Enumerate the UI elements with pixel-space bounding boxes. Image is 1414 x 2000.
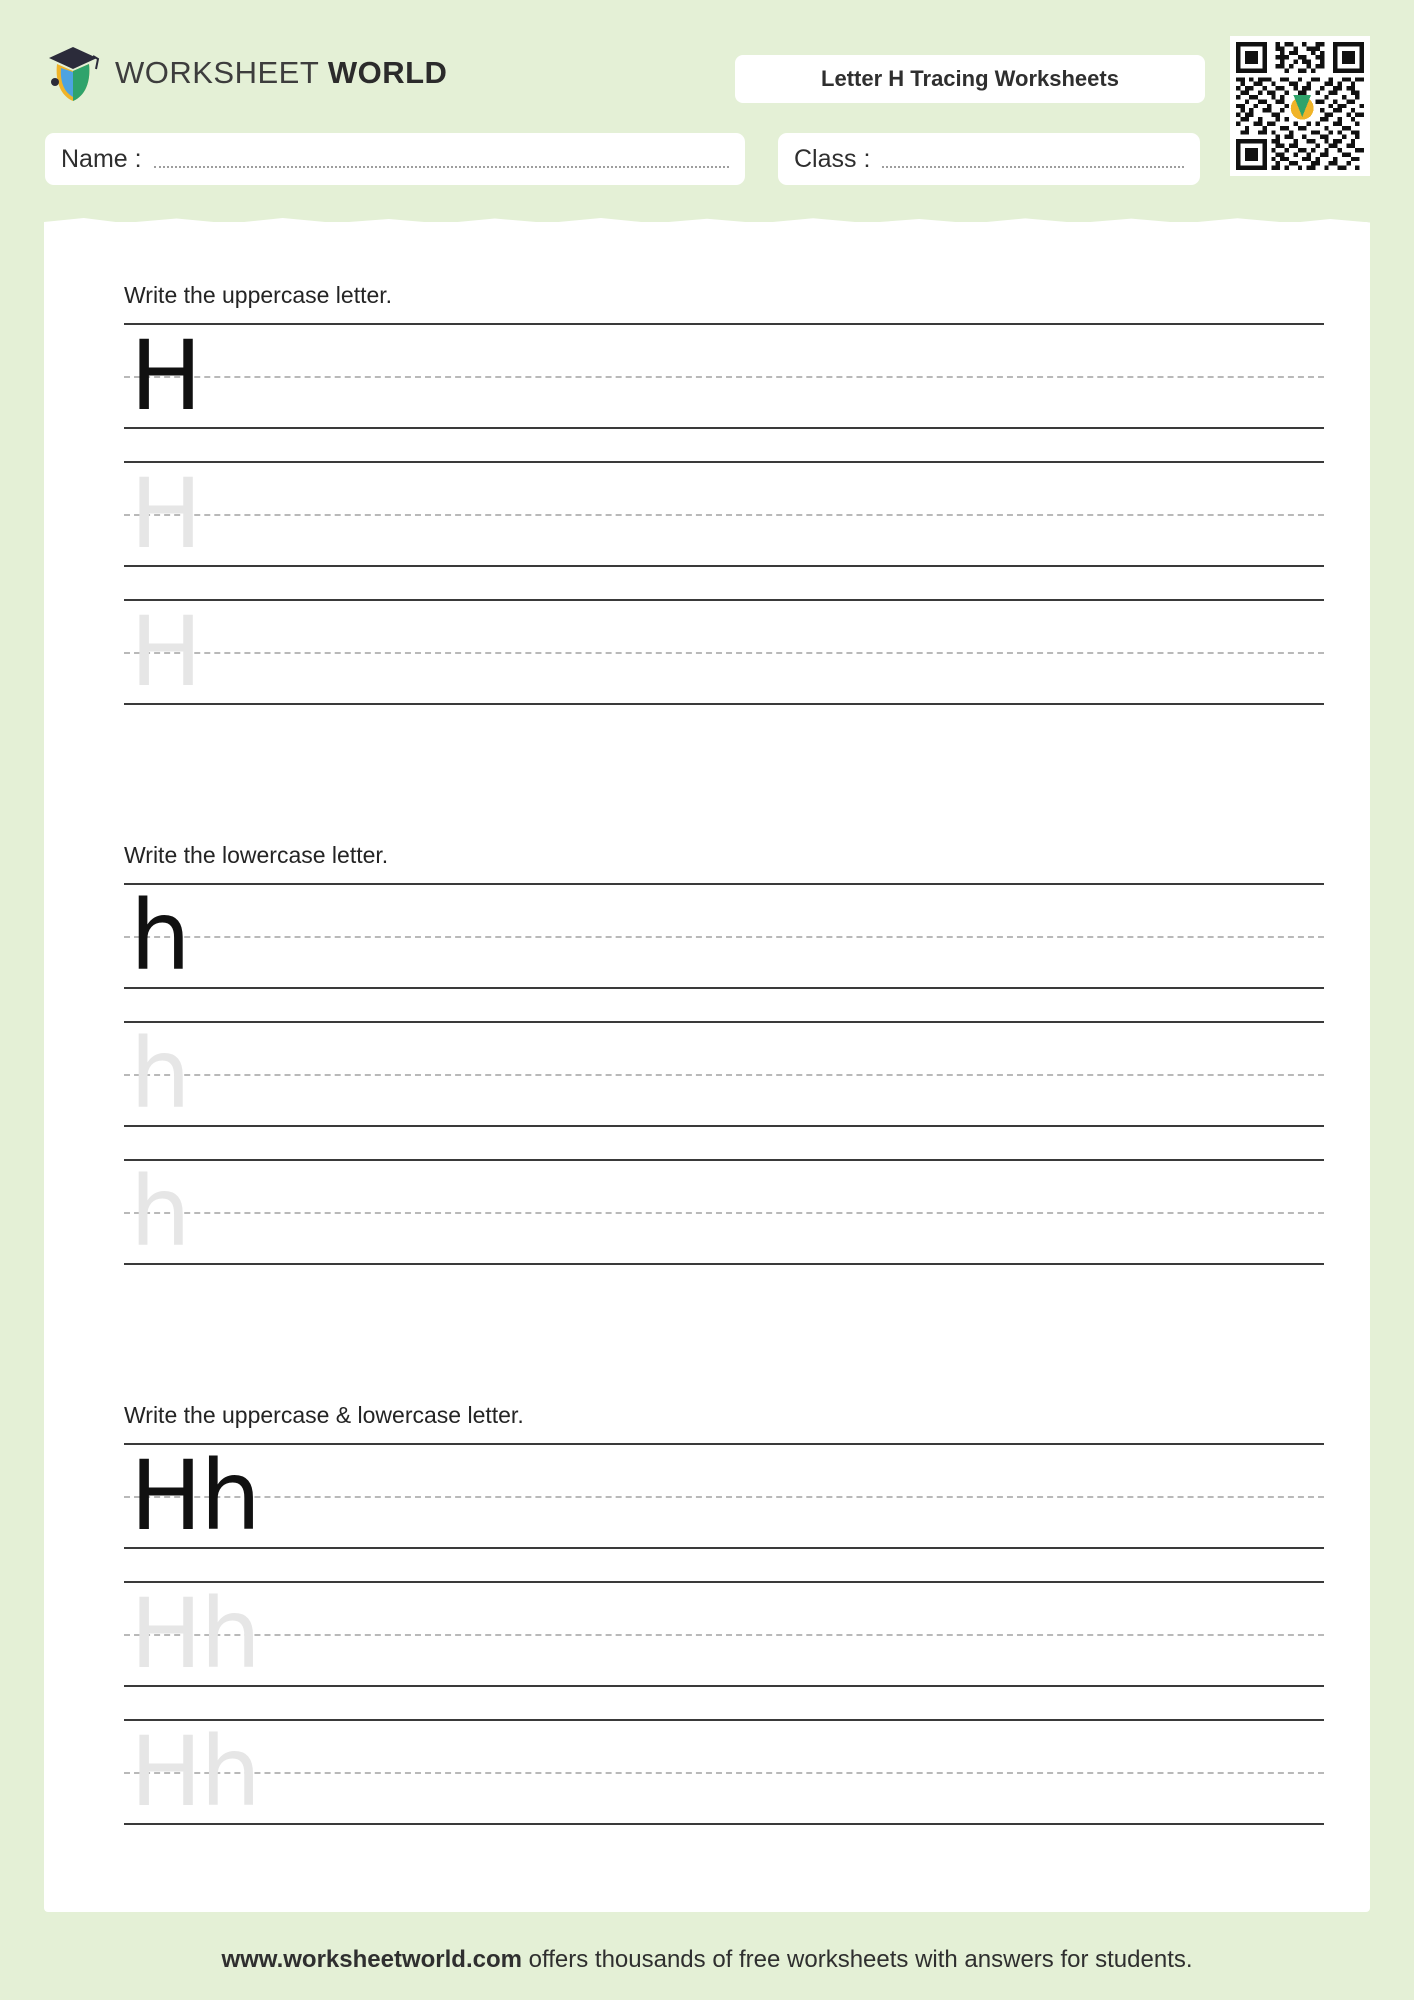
name-input[interactable] bbox=[154, 165, 729, 168]
section-uppercase bbox=[44, 282, 1370, 737]
practice-line[interactable] bbox=[124, 1018, 1324, 1130]
name-field[interactable] bbox=[45, 133, 745, 185]
letter-glyph-trace: Hh bbox=[130, 1716, 260, 1828]
instruction-uppercase: Write the uppercase letter. bbox=[124, 282, 393, 308]
letter-glyph-trace: H bbox=[130, 596, 201, 708]
practice-line[interactable] bbox=[124, 596, 1324, 708]
footer-site-link[interactable]: www.worksheetworld.com bbox=[221, 1946, 522, 1973]
midline bbox=[124, 1772, 1324, 1774]
practice-lines-lowercase bbox=[124, 880, 1324, 1268]
midline bbox=[124, 936, 1324, 938]
letter-glyph: h bbox=[130, 880, 189, 992]
brand-text bbox=[115, 55, 447, 91]
midline bbox=[124, 514, 1324, 516]
letter-glyph-trace: Hh bbox=[130, 1578, 260, 1690]
page-title: Letter H Tracing Worksheets bbox=[735, 55, 1205, 103]
midline bbox=[124, 652, 1324, 654]
section-uppercase-lowercase bbox=[44, 1402, 1370, 1857]
instruction-lowercase: Write the lowercase letter. bbox=[124, 842, 389, 868]
brand bbox=[45, 42, 447, 104]
letter-glyph: H bbox=[130, 320, 201, 432]
practice-line[interactable] bbox=[124, 1156, 1324, 1268]
brand-text-bold: WORLD bbox=[327, 55, 448, 90]
letter-glyph: Hh bbox=[130, 1440, 260, 1552]
midline bbox=[124, 376, 1324, 378]
class-input[interactable] bbox=[882, 165, 1184, 168]
worksheet-world-logo-icon bbox=[45, 42, 101, 104]
midline bbox=[124, 1496, 1324, 1498]
practice-line[interactable] bbox=[124, 1716, 1324, 1828]
practice-line[interactable] bbox=[124, 1440, 1324, 1552]
instruction-uppercase-lowercase: Write the uppercase & lowercase letter. bbox=[124, 1402, 524, 1428]
midline bbox=[124, 1074, 1324, 1076]
brand-text-light: WORKSHEET bbox=[115, 55, 319, 90]
qr-code-icon[interactable] bbox=[1230, 36, 1370, 176]
section-lowercase bbox=[44, 842, 1370, 1297]
page-header bbox=[0, 0, 1414, 215]
practice-line[interactable] bbox=[124, 1578, 1324, 1690]
letter-glyph-trace: h bbox=[130, 1018, 189, 1130]
worksheet-sheet bbox=[44, 222, 1370, 1912]
practice-lines-combined bbox=[124, 1440, 1324, 1828]
letter-glyph-trace: H bbox=[130, 458, 201, 570]
midline bbox=[124, 1212, 1324, 1214]
practice-lines-uppercase bbox=[124, 320, 1324, 708]
class-label: Class : bbox=[794, 144, 871, 173]
practice-line[interactable] bbox=[124, 320, 1324, 432]
midline bbox=[124, 1634, 1324, 1636]
letter-glyph-trace: h bbox=[130, 1156, 189, 1268]
footer-text: offers thousands of free worksheets with answers for students. bbox=[521, 1946, 1193, 1973]
name-label: Name : bbox=[61, 144, 142, 173]
class-field[interactable] bbox=[778, 133, 1200, 185]
practice-line[interactable] bbox=[124, 880, 1324, 992]
footer bbox=[0, 1946, 1414, 1974]
practice-line[interactable] bbox=[124, 458, 1324, 570]
